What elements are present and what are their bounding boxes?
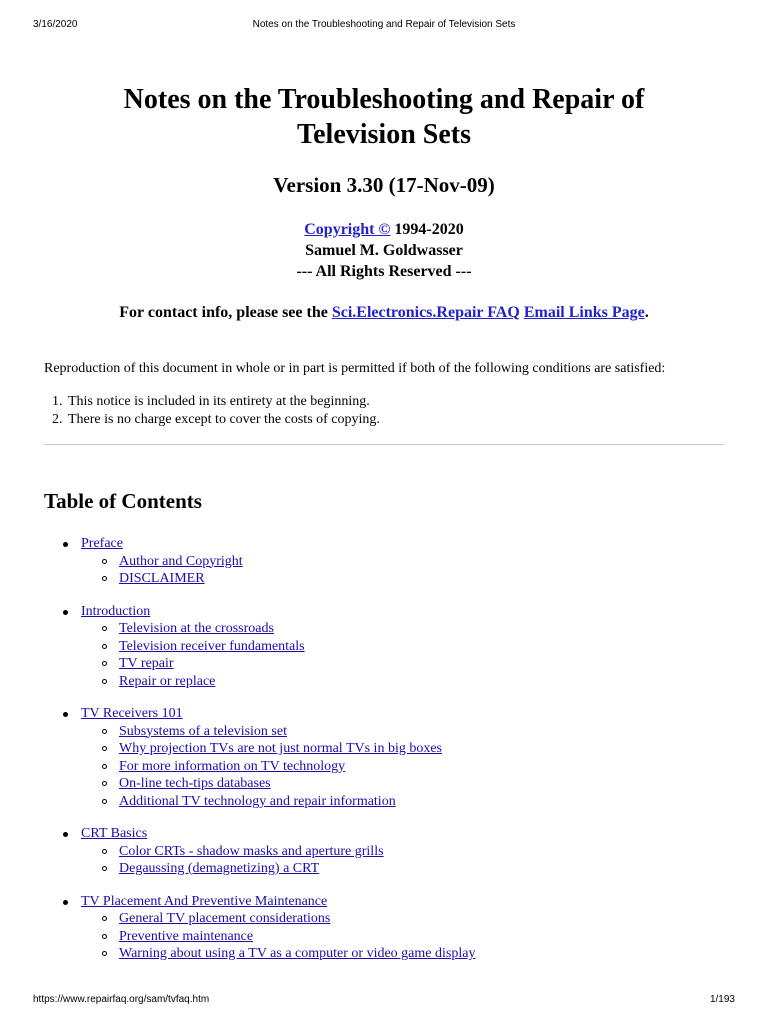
toc-subsection-link[interactable]: Preventive maintenance: [119, 928, 254, 944]
circle-bullet-icon: [102, 559, 107, 564]
conditions-list: [44, 393, 380, 428]
copyright-block: [0, 219, 768, 282]
toc-subsection-item: [119, 775, 724, 793]
circle-bullet-icon: [102, 866, 107, 871]
bullet-icon: [63, 832, 68, 837]
circle-bullet-icon: [102, 661, 107, 666]
circle-bullet-icon: [102, 729, 107, 734]
toc-subsection-item: [119, 740, 724, 758]
table-of-contents: [44, 535, 724, 978]
toc-subsection-item: [119, 553, 724, 571]
contact-prefix: For contact info, please see the: [119, 304, 328, 321]
toc-subsection-link[interactable]: TV repair: [119, 656, 174, 671]
rights-reserved: --- All Rights Reserved ---: [296, 263, 472, 280]
author-name: Samuel M. Goldwasser: [305, 242, 463, 259]
bullet-icon: [63, 542, 68, 547]
print-date: 3/16/2020: [33, 19, 78, 30]
toc-section: [44, 893, 724, 963]
toc-subsection-link[interactable]: On-line tech-tips databases: [119, 776, 271, 791]
toc-subsection-item: [119, 910, 724, 928]
circle-bullet-icon: [102, 849, 107, 854]
bullet-icon: [63, 712, 68, 717]
condition-item: 2. There is no charge except to cover the costs of copying.: [66, 411, 380, 429]
toc-subsection-list: [81, 723, 724, 811]
toc-subsection-item: [119, 655, 724, 673]
divider: [44, 444, 724, 445]
print-header: [0, 19, 768, 33]
toc-subsection-list: [81, 910, 724, 963]
toc-section-link[interactable]: CRT Basics: [81, 826, 148, 841]
email-links-page-link[interactable]: Email Links Page: [523, 304, 645, 321]
toc-subsection-item: [119, 928, 724, 946]
toc-subsection-item: [119, 673, 724, 691]
toc-subsection-item: [119, 945, 724, 963]
toc-subsection-link[interactable]: Warning about using a TV as a computer or video game display: [119, 946, 476, 961]
toc-subsection-link[interactable]: Why projection TVs are not just normal TVs in big boxes: [119, 741, 442, 756]
circle-bullet-icon: [102, 626, 107, 631]
toc-subsection-link[interactable]: Subsystems of a television set: [119, 723, 287, 739]
toc-section-link[interactable]: TV Placement And Preventive Maintenance: [81, 893, 328, 909]
document-title: [0, 82, 768, 152]
circle-bullet-icon: [102, 799, 107, 804]
toc-subsection-item: [119, 570, 724, 588]
reproduction-notice: Reproduction of this document in whole or in part is permitted if both of the following conditions are satisfied:: [44, 361, 666, 376]
print-url: https://www.repairfaq.org/sam/tvfaq.htm: [33, 994, 210, 1005]
contact-line: [0, 304, 768, 322]
circle-bullet-icon: [102, 764, 107, 769]
toc-subsection-item: [119, 860, 724, 878]
toc-heading: Table of Contents: [44, 489, 202, 513]
toc-subsection-link[interactable]: Color CRTs - shadow masks and aperture grills: [119, 843, 384, 859]
page-number: 1/193: [709, 994, 735, 1005]
toc-subsection-item: [119, 620, 724, 638]
toc-subsection-list: [81, 843, 724, 878]
toc-section: [44, 603, 724, 691]
circle-bullet-icon: [102, 781, 107, 786]
contact-suffix: .: [644, 304, 649, 321]
circle-bullet-icon: [102, 916, 107, 921]
circle-bullet-icon: [102, 934, 107, 939]
toc-subsection-list: [81, 620, 724, 690]
toc-subsection-list: [81, 553, 724, 588]
copyright-line: [0, 219, 768, 240]
copyright-years: 1994-2020: [394, 221, 464, 238]
toc-section: [44, 705, 724, 810]
print-footer: [0, 994, 768, 1008]
title-line-2: Television Sets: [297, 119, 471, 150]
circle-bullet-icon: [102, 951, 107, 956]
toc-subsection-link[interactable]: Author and Copyright: [119, 553, 243, 569]
copyright-link[interactable]: Copyright ©: [304, 221, 391, 238]
circle-bullet-icon: [102, 644, 107, 649]
print-title: Notes on the Troubleshooting and Repair of Television Sets: [252, 19, 516, 30]
circle-bullet-icon: [102, 746, 107, 751]
circle-bullet-icon: [102, 576, 107, 581]
sci-electronics-repair-faq-link[interactable]: Sci.Electronics.Repair FAQ: [331, 304, 520, 321]
version-heading: Version 3.30 (17-Nov-09): [273, 173, 495, 197]
toc-subsection-item: [119, 793, 724, 811]
toc-subsection-link[interactable]: General TV placement considerations: [119, 911, 331, 926]
toc-subsection-item: [119, 638, 724, 656]
bullet-icon: [63, 900, 68, 905]
toc-subsection-link[interactable]: Degaussing (demagnetizing) a CRT: [119, 861, 320, 876]
toc-subsection-link[interactable]: Additional TV technology and repair information: [119, 793, 396, 809]
toc-subsection-item: [119, 723, 724, 741]
toc-subsection-link[interactable]: DISCLAIMER: [119, 571, 205, 586]
toc-subsection-link[interactable]: Television receiver fundamentals: [119, 638, 305, 654]
toc-subsection-link[interactable]: For more information on TV technology: [119, 758, 346, 774]
title-line-1: Notes on the Troubleshooting and Repair of: [123, 84, 645, 115]
toc-section: [44, 535, 724, 588]
toc-section-link[interactable]: TV Receivers 101: [81, 706, 183, 721]
circle-bullet-icon: [102, 679, 107, 684]
toc-section-link[interactable]: Preface: [81, 536, 123, 551]
bullet-icon: [63, 610, 68, 615]
toc-section: [44, 825, 724, 878]
toc-subsection-link[interactable]: Television at the crossroads: [119, 621, 274, 636]
toc-section-link[interactable]: Introduction: [81, 603, 151, 619]
toc-subsection-item: [119, 758, 724, 776]
condition-item: 1. This notice is included in its entirety at the beginning.: [66, 393, 380, 411]
toc-subsection-item: [119, 843, 724, 861]
toc-subsection-link[interactable]: Repair or replace: [119, 673, 216, 689]
